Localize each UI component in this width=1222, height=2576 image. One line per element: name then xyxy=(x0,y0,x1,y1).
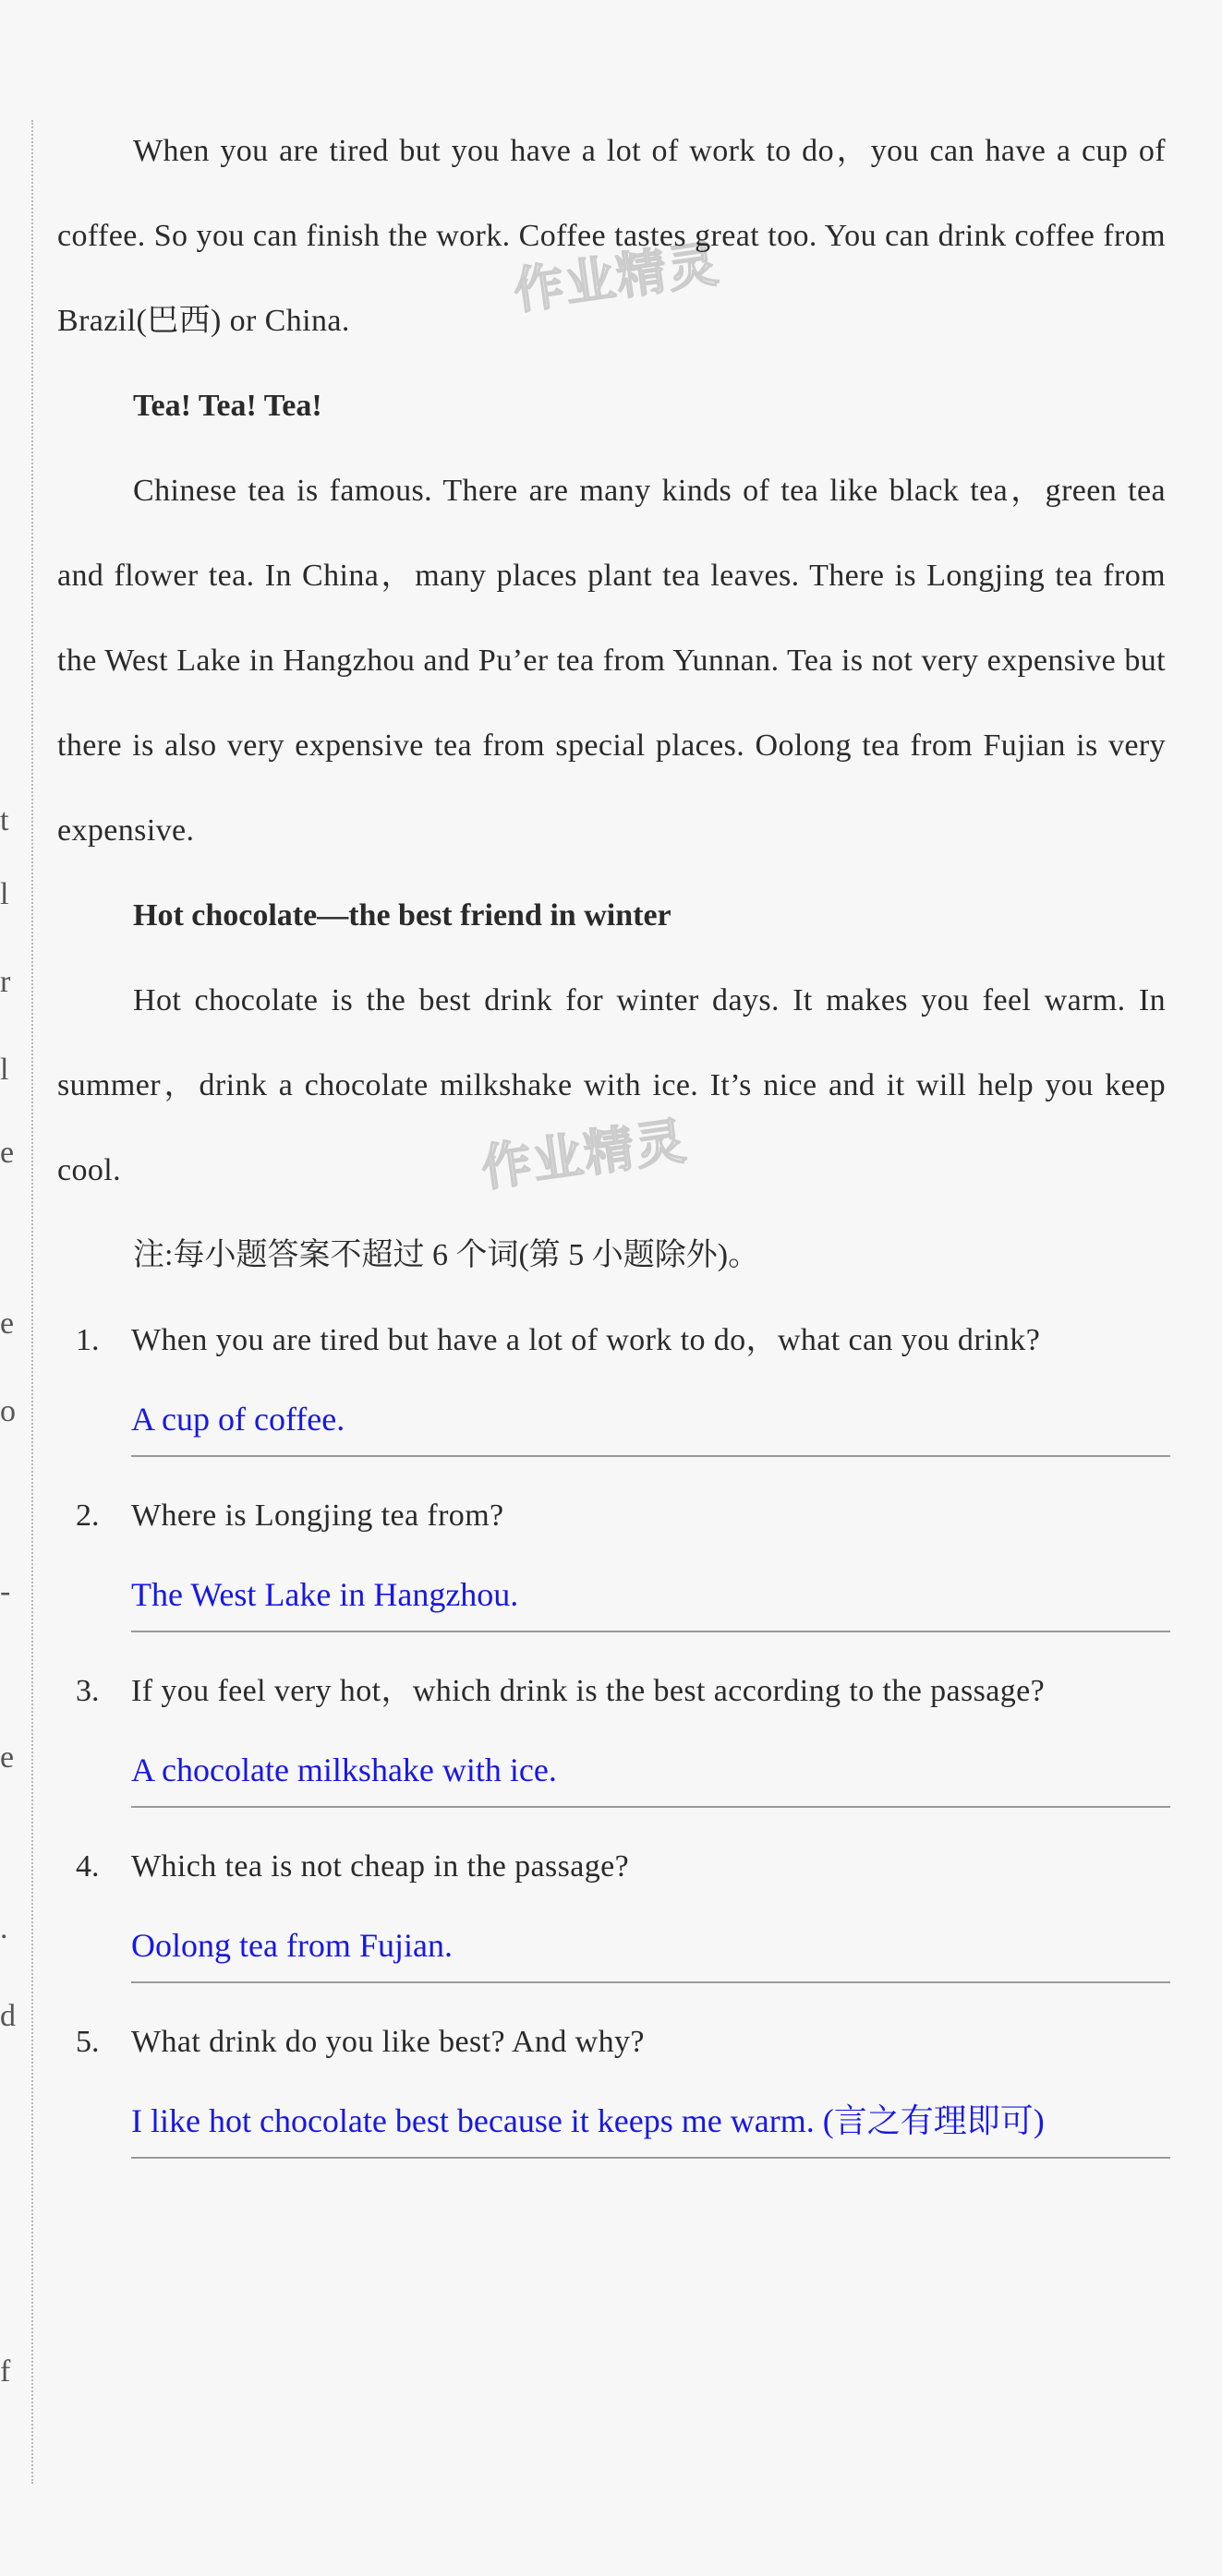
margin-edge-char: e xyxy=(0,1740,15,1775)
answer-note: 注:每小题答案不超过 6 个词(第 5 小题除外)。 xyxy=(133,1238,760,1272)
question-number: 1. xyxy=(76,1323,100,1357)
watermark-logo: 作业精灵 xyxy=(510,234,723,321)
question-block xyxy=(57,1474,1166,1632)
question-text: Where is Longjing tea from? xyxy=(131,1499,504,1533)
answer-line[interactable]: A cup of coffee. xyxy=(131,1383,1170,1457)
margin-edge-char: l xyxy=(0,1053,9,1087)
question-text: When you are tired but have a lot of work to do，what can you drink? xyxy=(131,1323,1041,1357)
question xyxy=(57,1298,1166,1383)
question-block xyxy=(57,1298,1166,1457)
binding-margin-line xyxy=(31,120,33,2484)
question-text: If you feel very hot，which drink is the best according to the passage? xyxy=(131,1674,1046,1708)
question xyxy=(57,1824,1166,1909)
answer-line[interactable]: The West Lake in Hangzhou. xyxy=(131,1559,1170,1632)
chocolate-heading: Hot chocolate—the best friend in winter xyxy=(133,898,671,933)
tea-heading: Tea! Tea! Tea! xyxy=(133,389,322,423)
margin-edge-char: t xyxy=(0,803,9,837)
question xyxy=(57,1649,1166,1734)
margin-edge-char: f xyxy=(0,2354,11,2389)
margin-edge-char: d xyxy=(0,1999,16,2033)
answer-line[interactable]: A chocolate milkshake with ice. xyxy=(131,1734,1170,1808)
chocolate-paragraph: Hot chocolate is the best drink for winter days. It makes you feel warm. In summer，drink a chocolate milkshake with ice. It’s nice and it will help you keep cool. xyxy=(57,983,1166,1187)
margin-edge-char: e xyxy=(0,1136,15,1170)
question xyxy=(57,1474,1166,1559)
coffee-paragraph: When you are tired but you have a lot of work to do，you can have a cup of coffee. So you can finish the work. Coffee tastes great too. You can drink coffee from Brazil(巴西) or China. xyxy=(57,134,1166,338)
question-text: What drink do you like best? And why? xyxy=(131,2025,645,2059)
margin-edge-char: r xyxy=(0,965,11,999)
question-block xyxy=(57,2000,1166,2159)
question-number: 3. xyxy=(76,1674,100,1708)
answer-line[interactable]: Oolong tea from Fujian. xyxy=(131,1909,1170,1983)
worksheet-page xyxy=(57,109,1166,2175)
question-text: Which tea is not cheap in the passage? xyxy=(131,1849,630,1884)
question-number: 2. xyxy=(76,1499,100,1533)
question-number: 4. xyxy=(76,1849,100,1884)
margin-edge-char: e xyxy=(0,1306,15,1341)
question-number: 5. xyxy=(76,2025,100,2059)
watermark-logo: 作业精灵 xyxy=(478,1111,691,1198)
question xyxy=(57,2000,1166,2085)
question-block xyxy=(57,1649,1166,1808)
tea-paragraph: Chinese tea is famous. There are many kinds of tea like black tea，green tea and flower tea. In China，many places plant tea leaves. There is Longjing tea from the West Lake in Hangzhou and Pu’er tea from Yunnan. Tea is not very expensive but there is also very expensive tea from special places. Oolong tea from Fujian is very expensive. xyxy=(57,474,1166,848)
margin-edge-char: - xyxy=(0,1574,11,1608)
answer-line[interactable]: I like hot chocolate best because it keeps me warm. (言之有理即可) xyxy=(131,2085,1170,2159)
margin-edge-char: o xyxy=(0,1394,16,1428)
margin-edge-char: l xyxy=(0,877,9,911)
question-block xyxy=(57,1824,1166,1983)
margin-edge-char: . xyxy=(0,1911,8,1945)
